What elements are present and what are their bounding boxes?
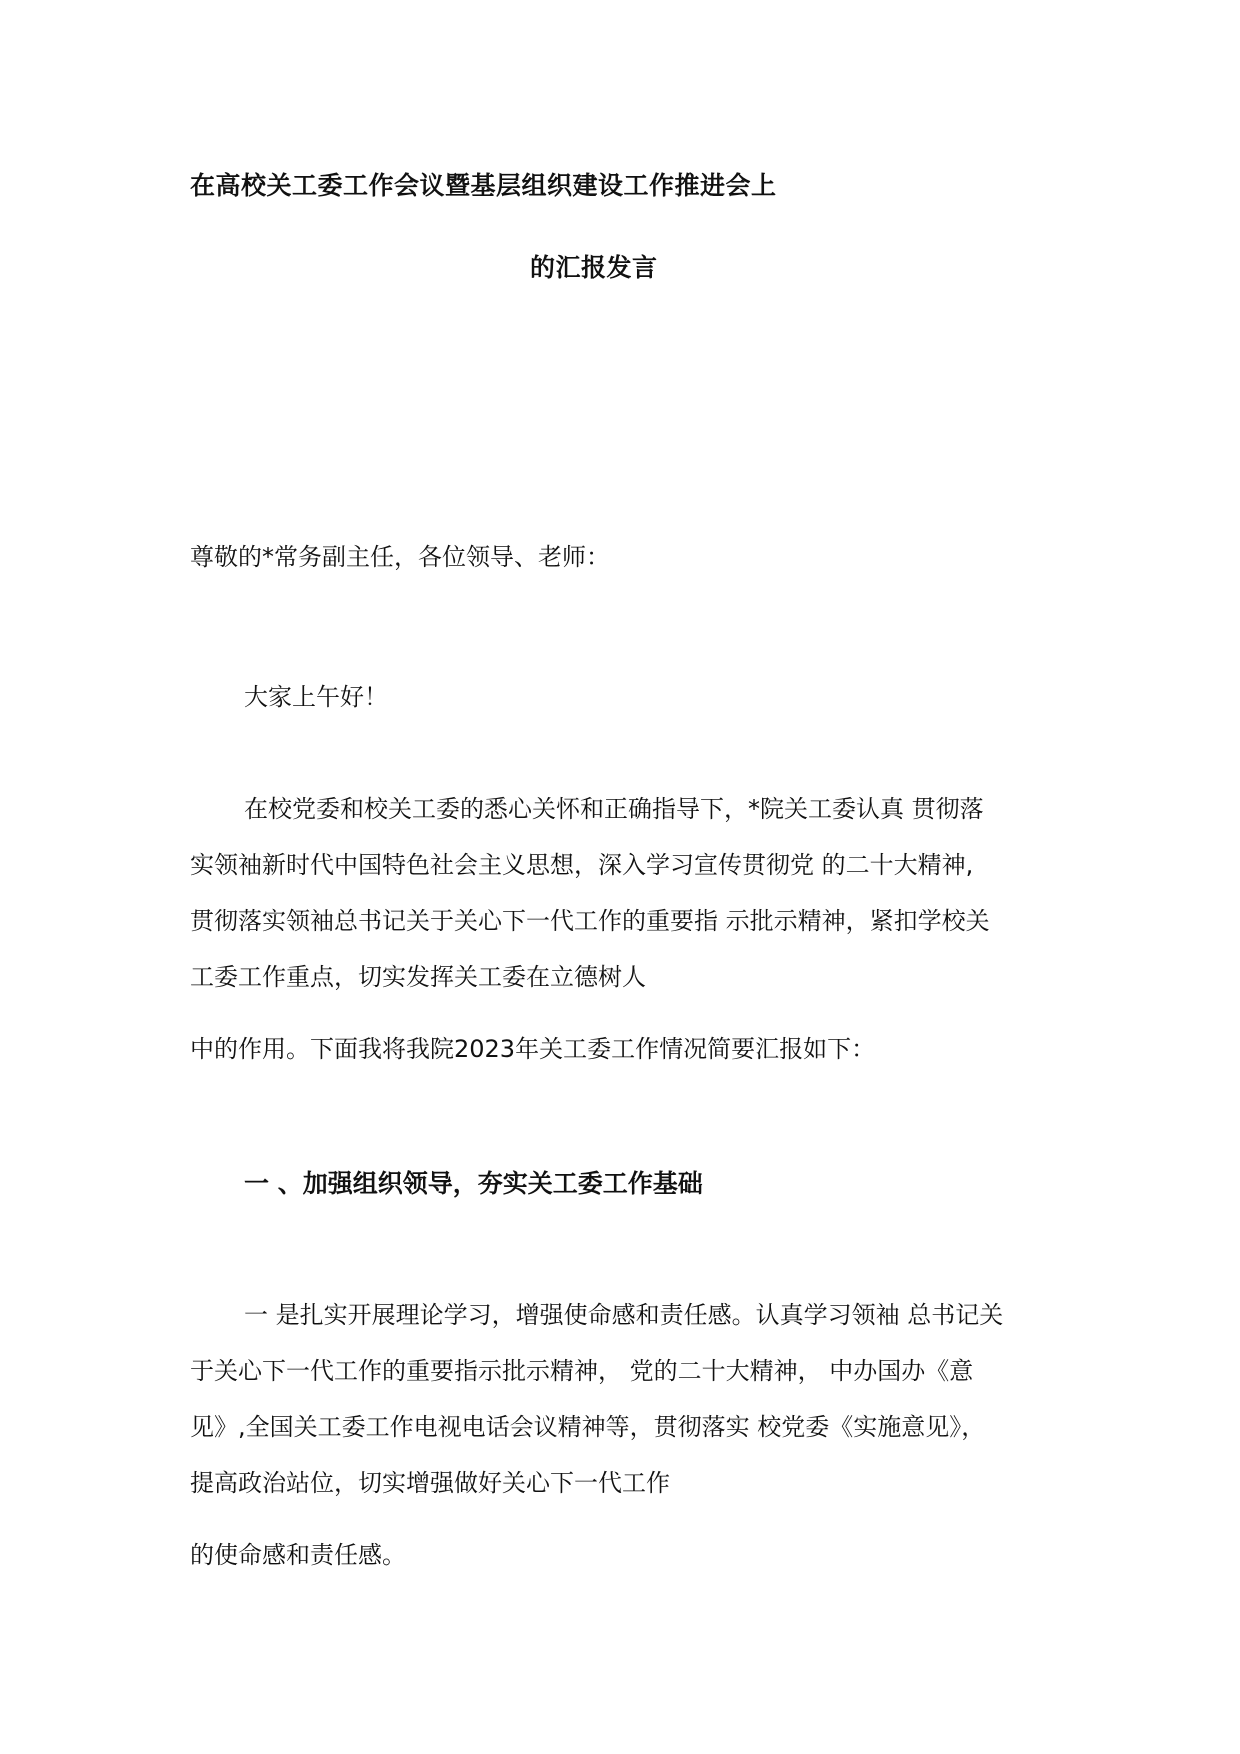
salutation: 尊敬的*常务副主任，各位领导、老师： bbox=[190, 543, 610, 571]
document-title-line-1: 在高校关工委工作会议暨基层组织建设工作推进会上 bbox=[190, 171, 777, 200]
intro-line-text: 在校党委和校关工委的悉心关怀和正确指导下，*院关工委认真 贯彻落 bbox=[244, 795, 984, 823]
paragraph-line: 提高政治站位，切实增强做好关心下一代工作 bbox=[190, 1469, 670, 1497]
intro-tail: 中的作用。下面我将我院2023年关工委工作情况简要汇报如下： bbox=[190, 1035, 876, 1063]
paragraph-line-text: 一 是扎实开展理论学习，增强使命感和责任感。认真学习领袖 总书记关 bbox=[244, 1301, 1004, 1329]
paragraph-line: 于关心下一代工作的重要指示批示精神， 党的二十大精神， 中办国办《意 bbox=[190, 1357, 974, 1385]
section-heading: 一 、加强组织领导，夯实关工委工作基础 bbox=[244, 1169, 703, 1198]
intro-line: 工委工作重点，切实发挥关工委在立德树人 bbox=[190, 963, 646, 991]
paragraph-line: 见》,全国关工委工作电视电话会议精神等，贯彻落实 校党委《实施意见》， bbox=[190, 1413, 986, 1441]
paragraph-tail: 的使命感和责任感。 bbox=[190, 1541, 406, 1569]
intro-line bbox=[190, 782, 1070, 837]
intro-line: 实领袖新时代中国特色社会主义思想，深入学习宣传贯彻党 的二十大精神, bbox=[190, 851, 974, 879]
greeting bbox=[190, 670, 1070, 725]
intro-line: 贯彻落实领袖总书记关于关心下一代工作的重要指 示批示精神，紧扣学校关 bbox=[190, 907, 990, 935]
greeting-text: 大家上午好！ bbox=[244, 683, 388, 711]
document-title-line-2: 的汇报发言 bbox=[530, 253, 658, 282]
paragraph-line bbox=[190, 1288, 1070, 1343]
